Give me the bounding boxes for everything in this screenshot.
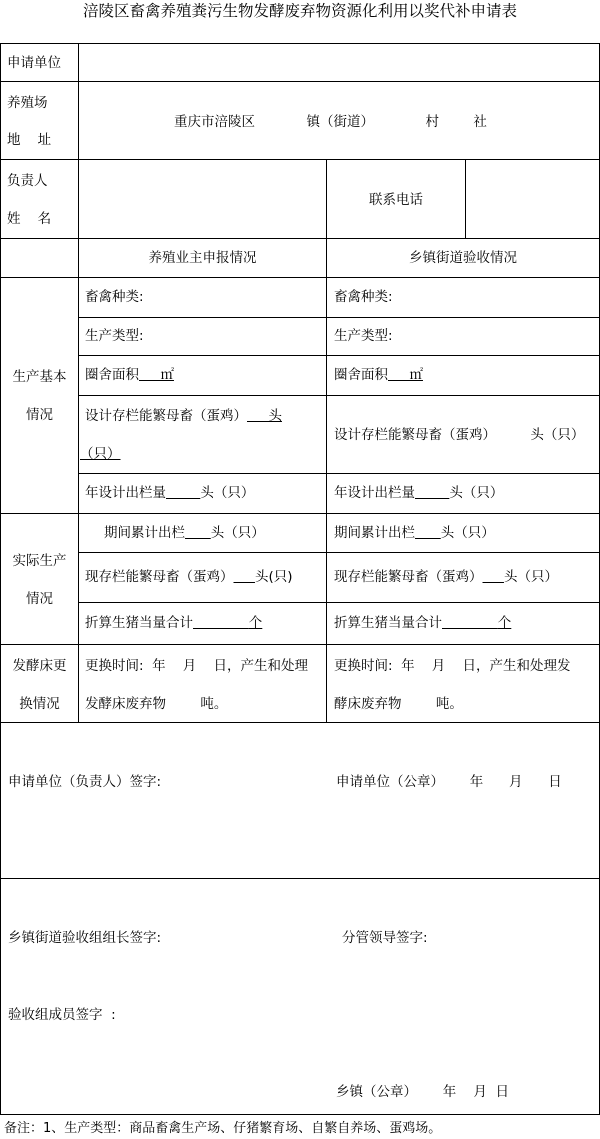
row-divider: [0, 513, 600, 514]
supervisor-signature-label: 分管领导签字:: [342, 930, 428, 946]
right-current-sows: 现存栏能繁母畜（蛋鸡） 头（只）: [334, 569, 558, 585]
basic-label-2: 情况: [26, 407, 53, 423]
person-label-1: 负责人: [7, 173, 48, 189]
footnote: 备注：1、生产类型：商品畜禽生产场、仔猪繁育场、自繁自养场、蛋鸡场。: [4, 1121, 442, 1136]
row-divider: [0, 722, 600, 723]
left-pig-equivalent: 折算生猪当量合计 个: [85, 615, 263, 631]
row-divider: [78, 473, 600, 474]
row-divider: [78, 602, 600, 603]
right-species: 畜禽种类:: [334, 289, 393, 305]
bed-label-2: 换情况: [19, 696, 60, 712]
border-bottom: [0, 1114, 600, 1115]
inspection-header: 乡镇街道验收情况: [409, 250, 517, 266]
right-area: 圈舍面积 ㎡: [334, 367, 423, 383]
row-divider: [78, 317, 600, 318]
left-bed-line1: 更换时间: 年 月 日，产生和处理: [85, 658, 308, 674]
page-title: 涪陵区畜禽养殖粪污生物发酵废弃物资源化利用以奖代补申请表: [82, 2, 517, 20]
left-current-sows: 现存栏能繁母畜（蛋鸡） 头(只): [85, 569, 293, 585]
right-design-sows: 设计存栏能繁母畜（蛋鸡） 头（只）: [334, 427, 585, 443]
right-pig-equivalent: 折算生猪当量合计 个: [334, 615, 512, 631]
column-divider: [326, 159, 327, 722]
right-cumulative: 期间累计出栏 头（只）: [334, 525, 495, 541]
bed-label-1: 发酵床更: [12, 658, 67, 674]
column-divider: [465, 159, 466, 238]
row-divider: [0, 878, 600, 879]
address-label-2: 地 址: [7, 132, 52, 148]
right-bed-line2: 酵床废弃物 吨。: [334, 696, 463, 712]
left-design-sows-line1: 设计存栏能繁母畜（蛋鸡） 头: [85, 408, 282, 424]
applicant-seal-date: 申请单位（公章） 年 月 日: [336, 774, 562, 790]
left-type: 生产类型:: [85, 328, 144, 344]
left-design-sows-line2: （只）: [80, 446, 121, 462]
row-divider: [78, 552, 600, 553]
team-leader-signature-label: 乡镇街道验收组组长签字:: [8, 930, 162, 946]
column-divider: [78, 43, 79, 722]
address-label-1: 养殖场: [7, 95, 48, 111]
row-divider: [0, 277, 600, 278]
left-species: 畜禽种类:: [85, 289, 144, 305]
left-area: 圈舍面积 ㎡: [85, 367, 174, 383]
right-type: 生产类型:: [334, 328, 393, 344]
team-members-signature-label: 验收组成员签字 :: [8, 1007, 116, 1023]
phone-label: 联系电话: [369, 192, 423, 208]
owner-report-header: 养殖业主申报情况: [148, 250, 257, 266]
row-divider: [0, 159, 600, 160]
applicant-signature-label: 申请单位（负责人）签字:: [8, 774, 162, 790]
right-annual-output: 年设计出栏量 头（只）: [334, 485, 504, 501]
row-divider: [0, 81, 600, 82]
row-divider: [78, 395, 600, 396]
right-bed-line1: 更换时间: 年 月 日，产生和处理发: [334, 658, 571, 674]
actual-label-1: 实际生产: [12, 553, 67, 569]
left-cumulative: 期间累计出栏 头（只）: [104, 525, 265, 541]
actual-label-2: 情况: [26, 591, 53, 607]
border-top: [0, 43, 600, 44]
left-annual-output: 年设计出栏量 头（只）: [85, 485, 255, 501]
township-seal-date: 乡镇（公章） 年 月 日: [336, 1084, 509, 1100]
left-bed-line2: 发酵床废弃物 吨。: [85, 696, 228, 712]
basic-label-1: 生产基本: [12, 369, 67, 385]
border-left: [0, 43, 1, 1115]
row-divider: [0, 644, 600, 645]
row-divider: [0, 238, 600, 239]
person-label-2: 姓 名: [7, 211, 52, 227]
address-value: 重庆市涪陵区 镇（街道） 村 社: [174, 114, 487, 130]
applicant-label: 申请单位: [7, 55, 61, 71]
row-divider: [78, 355, 600, 356]
